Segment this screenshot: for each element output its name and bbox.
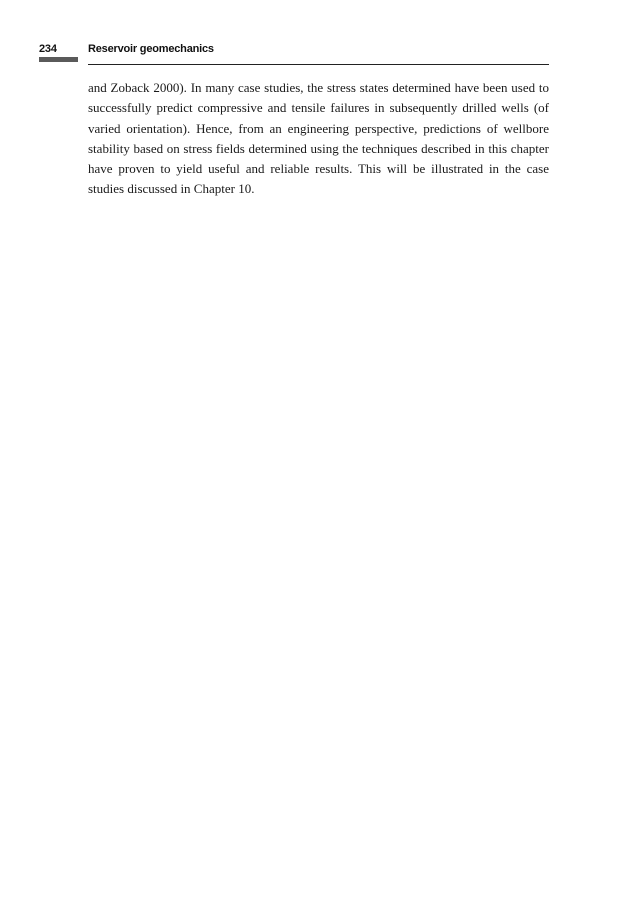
- header-rule: [88, 64, 549, 65]
- page-number: 234: [39, 43, 57, 55]
- page-header: [39, 41, 549, 67]
- body-paragraph: and Zoback 2000). In many case studies, the stress states determined have been used to successfully predict compressive and tensile failures in subsequently drilled wells (of varied orientation). Hence, from an engineering perspective, predictions of wellbore stability based on stress fields determined using the techniques described in this chapter have proven to yield useful and reliable results. This will be illustrated in the case studies discussed in Chapter 10.: [88, 80, 549, 197]
- header-accent-bar: [39, 57, 78, 62]
- running-title: Reservoir geomechanics: [88, 43, 214, 55]
